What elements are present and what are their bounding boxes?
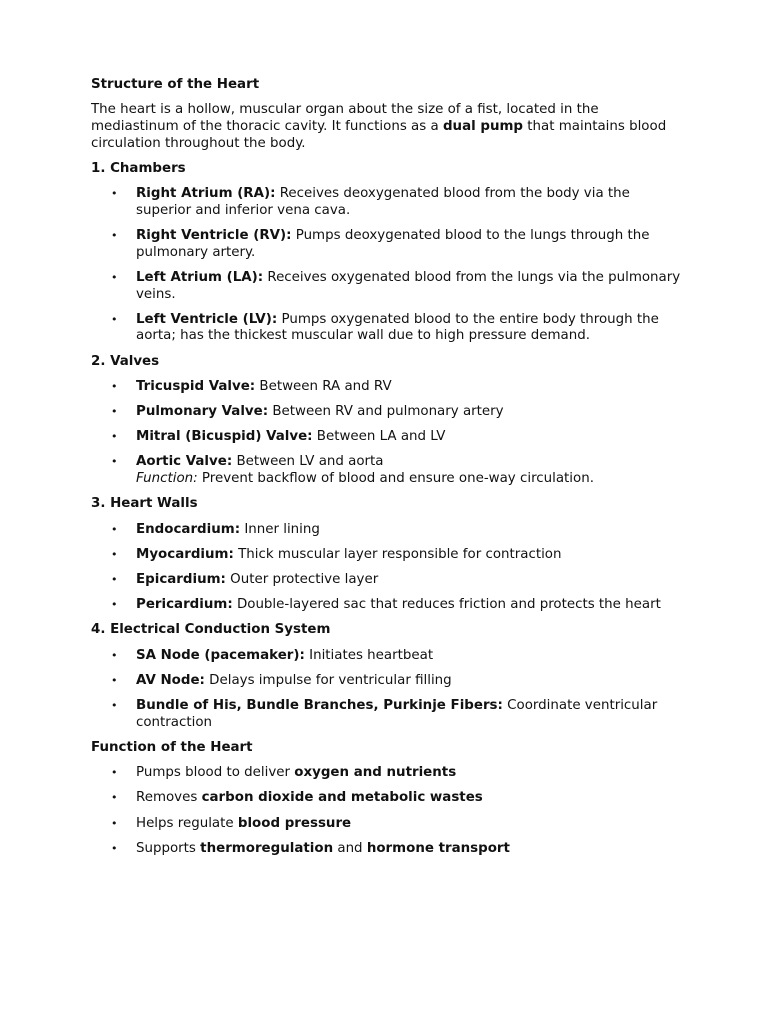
list-item	[91, 454, 681, 487]
item-emphasis: carbon dioxide and metabolic wastes	[201, 790, 483, 806]
list-item	[91, 841, 681, 858]
function-heading: Function of the Heart	[91, 739, 253, 755]
item-term: Myocardium:	[136, 546, 234, 562]
item-text: Pumps deoxygenated blood to the lungs through the pulmonary artery.	[136, 227, 650, 260]
list-item	[91, 186, 681, 219]
item-text: Initiates heartbeat	[304, 647, 434, 663]
document-page	[91, 77, 681, 866]
list-item	[91, 379, 681, 396]
bullet-icon: •	[111, 547, 118, 561]
bullet-icon: •	[111, 816, 118, 830]
item-text: Between LV and aorta	[232, 454, 384, 470]
section-heading: 3. Heart Walls	[91, 496, 198, 512]
intro-text-after: that maintains blood circulation throughout the body.	[91, 118, 667, 151]
section-list	[91, 522, 681, 614]
bullet-icon: •	[111, 698, 118, 712]
bullet-icon: •	[111, 379, 118, 393]
list-item	[91, 765, 681, 782]
item-term: Bundle of His, Bundle Branches, Purkinje Fibers:	[136, 697, 503, 713]
item-text: Removes	[136, 790, 202, 806]
item-text: Between RV and pulmonary artery	[268, 404, 504, 420]
item-term: Aortic Valve:	[136, 454, 233, 470]
list-item	[91, 597, 681, 614]
item-term: Right Atrium (RA):	[136, 186, 276, 202]
item-note-label: Function:	[136, 471, 198, 487]
bullet-icon: •	[111, 228, 118, 242]
intro-text-bold: dual pump	[442, 118, 524, 134]
item-emphasis: oxygen and nutrients	[294, 765, 457, 781]
bullet-icon: •	[111, 455, 118, 469]
item-text: Receives deoxygenated blood from the body via the superior and inferior vena cava.	[136, 186, 630, 218]
list-item	[91, 270, 681, 303]
list-item	[91, 790, 681, 807]
page-title: Structure of the Heart	[91, 77, 260, 92]
item-text: Helps regulate	[136, 815, 238, 831]
item-text: Delays impulse for ventricular filling	[204, 672, 452, 688]
bullet-icon: •	[111, 841, 118, 855]
item-text: Pumps blood to deliver	[136, 765, 295, 781]
item-text: Thick muscular layer responsible for contraction	[233, 546, 562, 562]
list-item	[91, 429, 681, 446]
item-term: Right Ventricle (RV):	[136, 227, 292, 243]
bullet-icon: •	[111, 430, 118, 444]
list-item	[91, 312, 681, 345]
intro-text-before: The heart is a hollow, muscular organ about the size of a fist, located in the mediastinum of the thoracic cavity. It functions as a	[91, 102, 599, 134]
bullet-icon: •	[111, 572, 118, 586]
item-term: Mitral (Bicuspid) Valve:	[136, 429, 313, 445]
section-heading: 1. Chambers	[91, 160, 186, 176]
bullet-icon: •	[111, 187, 118, 201]
bullet-icon: •	[111, 405, 118, 419]
item-emphasis: hormone transport	[366, 840, 510, 856]
bullet-icon: •	[111, 598, 118, 612]
list-item	[91, 698, 681, 731]
item-term: Left Atrium (LA):	[136, 269, 264, 285]
section-list	[91, 648, 681, 732]
item-term: Tricuspid Valve:	[136, 378, 256, 394]
item-term: SA Node (pacemaker):	[136, 647, 305, 663]
section-list	[91, 379, 681, 488]
item-emphasis: blood pressure	[237, 815, 352, 831]
bullet-icon: •	[111, 270, 118, 284]
item-text: Double-layered sac that reduces friction and protects the heart	[232, 597, 661, 613]
list-item	[91, 673, 681, 690]
item-text: Pumps oxygenated blood to the entire body through the aorta; has the thickest muscular wall due to high pressure demand.	[136, 311, 659, 344]
item-term: Pericardium:	[136, 597, 233, 613]
bullet-icon: •	[111, 673, 118, 687]
item-text: Coordinate ventricular contraction	[136, 697, 658, 730]
item-term: AV Node:	[136, 672, 205, 688]
list-item	[91, 547, 681, 564]
item-text: Between RA and RV	[255, 378, 392, 394]
list-item	[91, 816, 681, 833]
item-note-text: Prevent backflow of blood and ensure one-way circulation.	[197, 471, 594, 487]
bullet-icon: •	[111, 312, 118, 326]
item-text: Supports	[136, 840, 201, 856]
bullet-icon: •	[111, 766, 118, 780]
section-heading: 2. Valves	[91, 353, 160, 369]
item-text: and	[333, 840, 367, 856]
item-emphasis: thermoregulation	[200, 840, 334, 856]
intro-paragraph	[91, 102, 681, 152]
list-item	[91, 522, 681, 539]
list-item	[91, 228, 681, 261]
item-text: Inner lining	[240, 521, 320, 537]
item-term: Epicardium:	[136, 571, 226, 587]
item-term: Endocardium:	[136, 521, 241, 537]
list-item	[91, 404, 681, 421]
function-list	[91, 765, 681, 857]
section-list	[91, 186, 681, 345]
item-text: Receives oxygenated blood from the lungs via the pulmonary veins.	[136, 269, 681, 302]
bullet-icon: •	[111, 522, 118, 536]
section-heading: 4. Electrical Conduction System	[91, 622, 331, 638]
item-text: Outer protective layer	[225, 571, 379, 587]
item-term: Left Ventricle (LV):	[136, 311, 278, 327]
list-item	[91, 648, 681, 665]
item-term: Pulmonary Valve:	[136, 404, 269, 420]
list-item	[91, 572, 681, 589]
bullet-icon: •	[111, 791, 118, 805]
bullet-icon: •	[111, 648, 118, 662]
item-text: Between LA and LV	[312, 429, 446, 445]
